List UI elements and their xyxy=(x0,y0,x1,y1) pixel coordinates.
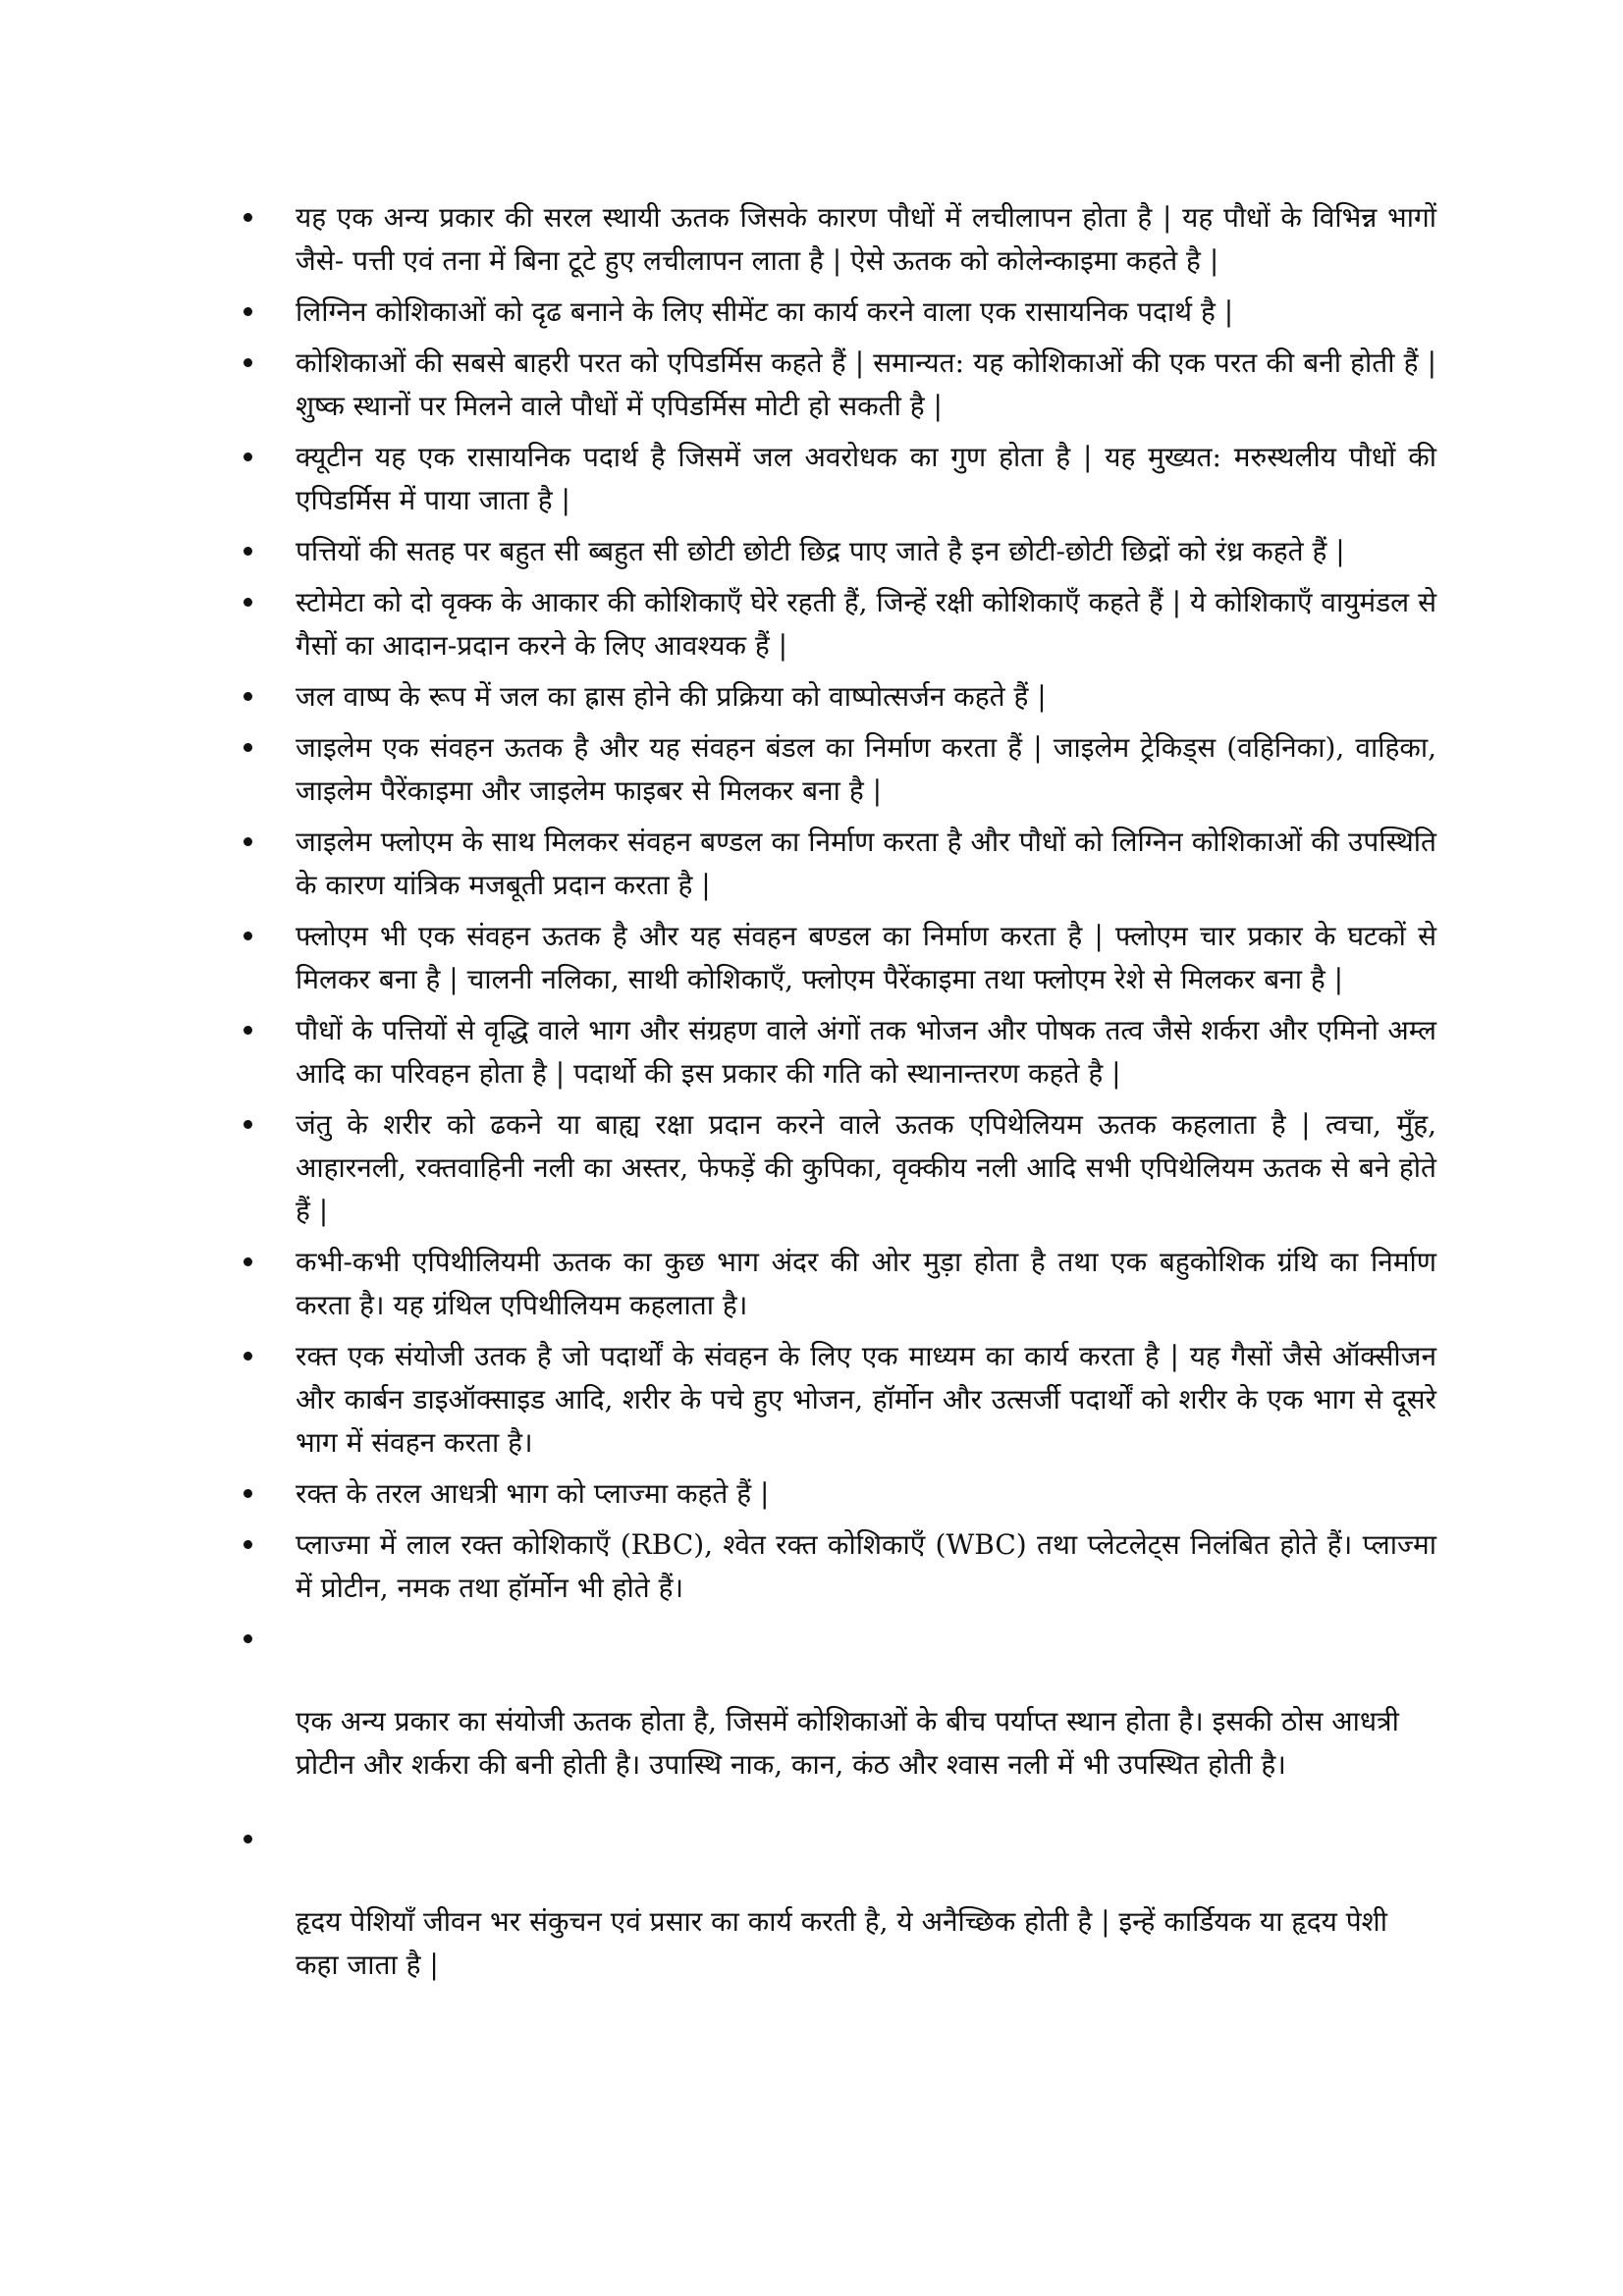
bullet-icon xyxy=(243,1026,252,1035)
bullet-icon xyxy=(243,1257,252,1266)
list-item-text: यह एक अन्य प्रकार की सरल स्थायी ऊतक जिसके कारण पौधों में लचीलापन होता है | यह पौधों के विभिन्न भागों जैसे- पत्ती एवं तना में बिना टूटे हुए लचीलापन लाता है | ऐसे ऊतक को कोलेन्काइमा कहते है | xyxy=(296,201,1436,277)
list-item-text: क्यूटीन यह एक रासायनिक पदार्थ है जिसमें जल अवरोधक का गुण होता है | यह मुख्यत: मरुस्थलीय पौधों की एपिडर्मिस में पाया जाता है | xyxy=(296,441,1436,516)
list-item-text: स्टोमेटा को दो वृक्क के आकार की कोशिकाएँ घेरे रहती हैं, जिन्हें रक्षी कोशिकाएँ कहते हैं | ये कोशिकाएँ वायुमंडल से गैसों का आदान-प्रदान करने के लिए आवश्यक हैं | xyxy=(296,586,1436,662)
list-item xyxy=(243,1241,1436,1327)
paragraph-cartilage: एक अन्य प्रकार का संयोजी ऊतक होता है, जिसमें कोशिकाओं के बीच पर्याप्त स्थान होता है। इसकी ठोस आधत्री प्रोटीन और शर्करा की बनी होती है। उपास्थि नाक, कान, कंठ और श्वास नली में भी उपस्थित होती है। xyxy=(296,1705,1399,1781)
list-item xyxy=(243,915,1436,1001)
list-item xyxy=(243,726,1436,813)
list-item-text: जंतु के शरीर को ढकने या बाह्य रक्षा प्रदान करने वाले ऊतक एपिथेलियम ऊतक कहलाता है | त्वचा, मुँह, आहारनली, रक्तवाहिनी नली का अस्तर, फेफड़ें की कुपिका, वृक्कीय नली आदि सभी एपिथेलियम ऊतक से बने होते हैं | xyxy=(296,1108,1436,1227)
list-item-text: कोशिकाओं की सबसे बाहरी परत को एपिडर्मिस कहते हैं | समान्यत: यह कोशिकाओं की एक परत की बनी होती हैं | शुष्क स्थानों पर मिलने वाले पौधों में एपिडर्मिस मोटी हो सकती है | xyxy=(296,347,1436,422)
bullet-icon xyxy=(243,358,252,367)
list-item-text: जाइलेम फ्लोएम के साथ मिलकर संवहन बण्डल का निर्माण करता है और पौधों को लिग्निन कोशिकाओं की उपस्थिति के कारण यांत्रिक मजबूती प्रदान करता है | xyxy=(296,826,1436,901)
list-item xyxy=(243,1523,1436,1610)
list-item-text: फ्लोएम भी एक संवहन ऊतक है और यह संवहन बण्डल का निर्माण करता है | फ्लोएम चार प्रकार के घटकों से मिलकर बना है | चालनी नलिका, साथी कोशिकाएँ, फ्लोएम पैरेंकाइमा तथा फ्लोएम रेशे से मिलकर बना है | xyxy=(296,920,1436,995)
list-item xyxy=(243,581,1436,667)
list-item-text: पौधों के पत्तियों से वृद्धि वाले भाग और संग्रहण वाले अंगों तक भोजन और पोषक तत्व जैसे शर्करा और एमिनो अम्ल आदि का परिवहन होता है | पदार्थो की इस प्रकार की गति को स्थानान्तरण कहते है | xyxy=(296,1014,1436,1090)
list-item xyxy=(243,342,1436,428)
list-item-text: जल वाष्प के रूप में जल का ह्रास होने की प्रक्रिया को वाष्पोत्सर्जन कहते हैं | xyxy=(296,680,1047,713)
bullet-icon xyxy=(243,692,252,701)
bullet-icon xyxy=(243,453,252,461)
spacer xyxy=(243,1869,1436,1900)
list-item-text: पत्तियों की सतह पर बहुत सी ब्बहुत सी छोटी छोटी छिद्र पाए जाते है इन छोटी-छोटी छिद्रों को रंध्र कहते हैं | xyxy=(296,535,1345,567)
list-item-text: रक्त के तरल आधत्री भाग को प्लाज्मा कहते हैं | xyxy=(296,1477,770,1510)
list-item xyxy=(243,1103,1436,1233)
spacer xyxy=(243,1787,1436,1818)
list-item xyxy=(243,436,1436,522)
bullet-icon xyxy=(243,1352,252,1361)
list-item xyxy=(243,1472,1436,1516)
bullet-icon xyxy=(243,837,252,846)
bullet-icon xyxy=(243,932,252,940)
bullet-icon xyxy=(243,1120,252,1129)
bullet-icon xyxy=(243,598,252,607)
list-item xyxy=(243,1335,1436,1465)
bullet-icon xyxy=(243,743,252,752)
bullet-icon xyxy=(243,213,252,222)
bullet-icon xyxy=(243,1489,252,1498)
list-item-text: लिग्निन कोशिकाओं को दृढ बनाने के लिए सीमेंट का कार्य करने वाला एक रासायनिक पदार्थ है | xyxy=(296,295,1234,328)
list-item xyxy=(243,530,1436,573)
list-item xyxy=(243,821,1436,907)
list-item-empty xyxy=(243,1818,1436,1861)
page-content xyxy=(243,196,1436,1987)
list-item-text: जाइलेम एक संवहन ऊतक है और यह संवहन बंडल का निर्माण करता हैं | जाइलेम ट्रेकिड्स (वहिनिका), वाहिका, जाइलेम पैरेंकाइमा और जाइलेम फाइबर से मिलकर बना है | xyxy=(296,731,1436,807)
spacer xyxy=(243,1669,1436,1700)
paragraph-cardiac: हृदय पेशियाँ जीवन भर संकुचन एवं प्रसार का कार्य करती है, ये अनैच्छिक होती है | इन्हें कार्डियक या हृदय पेशी कहा जाता है | xyxy=(296,1905,1387,1981)
bullet-list-2 xyxy=(243,1818,1436,1861)
list-item xyxy=(243,675,1436,719)
list-item-empty xyxy=(243,1618,1436,1661)
list-item-text: रक्त एक संयोजी उतक है जो पदार्थों के संवहन के लिए एक माध्यम का कार्य करता है | यह गैसों जैसे ऑक्सीजन और कार्बन डाइऑक्साइड आदि, शरीर के पचे हुए भोजन, हॉर्मोन और उत्सर्जी पदार्थों को शरीर के एक भाग से दूसरे भाग में संवहन करता है। xyxy=(296,1340,1436,1459)
bullet-icon xyxy=(243,307,252,316)
list-item xyxy=(243,291,1436,334)
bullet-icon xyxy=(243,1634,252,1643)
list-item xyxy=(243,1009,1436,1095)
list-item xyxy=(243,196,1436,283)
list-item-text: प्लाज्मा में लाल रक्त कोशिकाएँ (RBC), श्वेत रक्त कोशिकाएँ (WBC) तथा प्लेटलेट्स निलंबित होते हैं। प्लाज्मा में प्रोटीन, नमक तथा हॉर्मोन भी होते हैं। xyxy=(296,1528,1436,1604)
bullet-icon xyxy=(243,1540,252,1549)
bullet-icon xyxy=(243,547,252,556)
bullet-list xyxy=(243,196,1436,1661)
list-item-text: कभी-कभी एपिथीलियमी ऊतक का कुछ भाग अंदर की ओर मुड़ा होता है तथा एक बहुकोशिक ग्रंथि का निर्माण करता है। यह ग्रंथिल एपिथीलियम कहलाता है। xyxy=(296,1246,1436,1321)
bullet-icon xyxy=(243,1835,252,1843)
